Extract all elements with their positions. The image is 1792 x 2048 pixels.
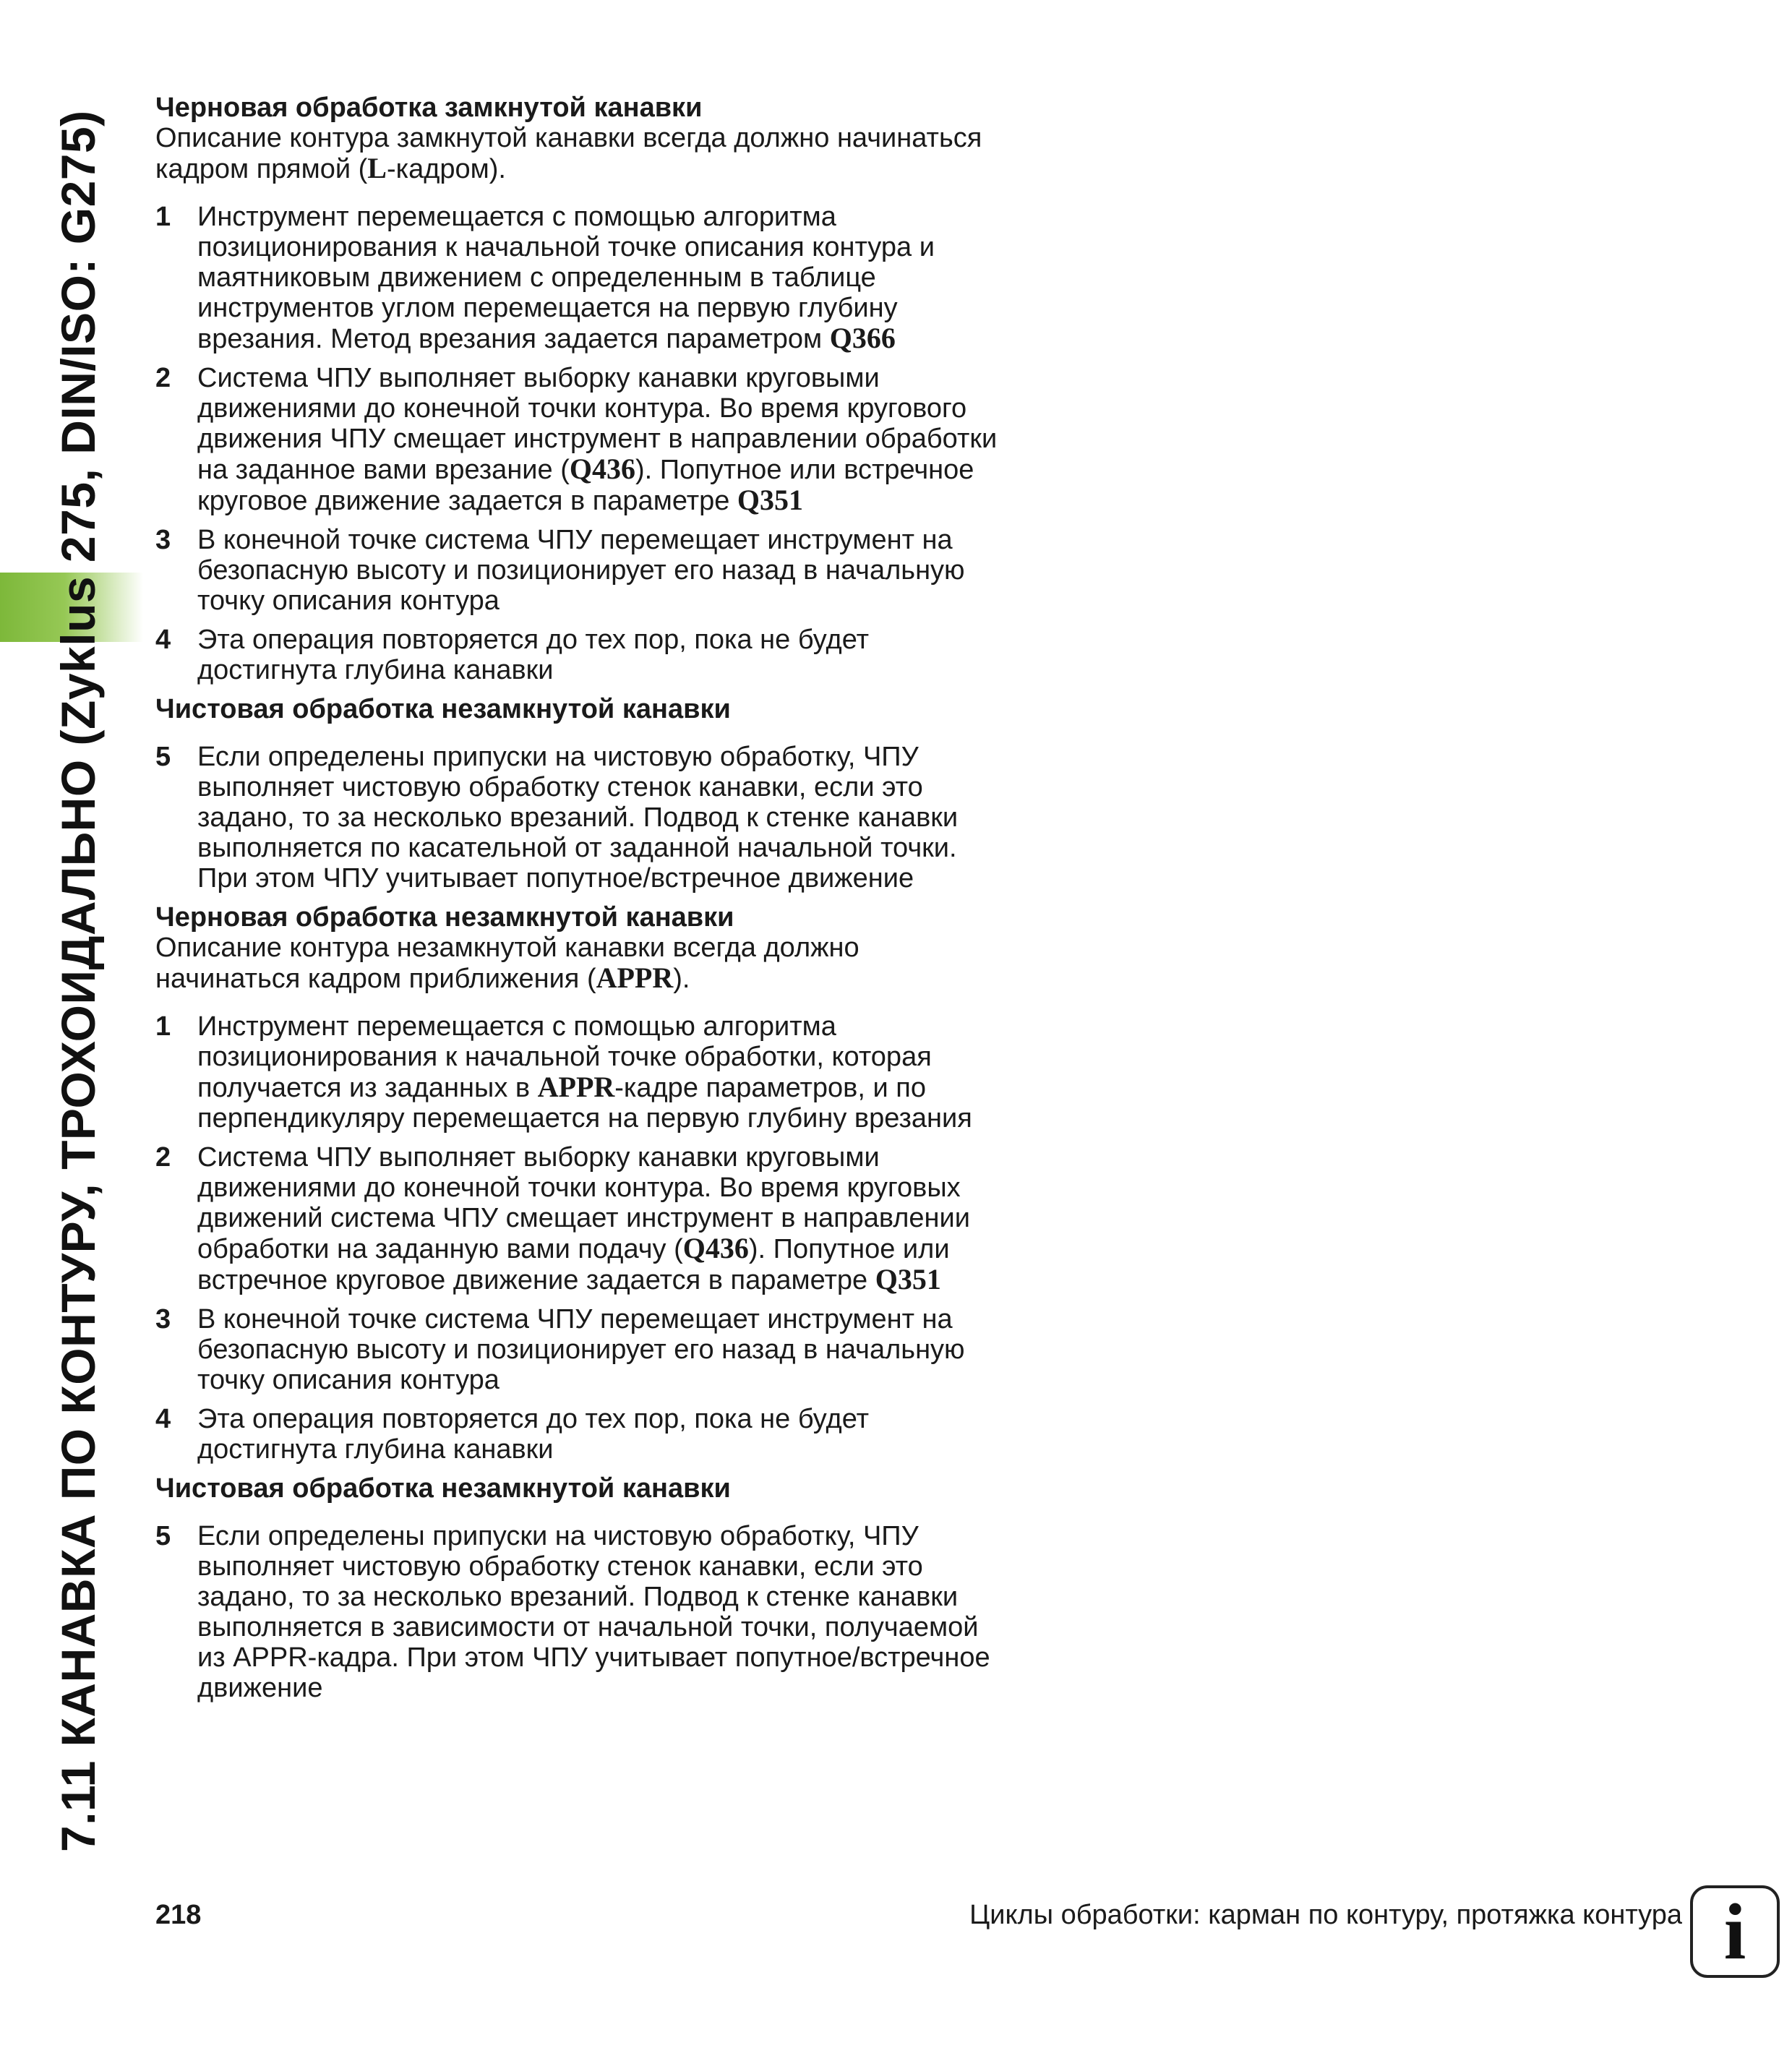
step-text: Эта операция повторяется до тех пор, пока не будет достигнута глубина канавки [197, 1404, 869, 1465]
chapter-footer-text: Циклы обработки: карман по контуру, протяжка контура [969, 1900, 1682, 1930]
list-item [155, 525, 1008, 616]
section-side-title: 7.11 КАНАВКА ПО КОНТУРУ, ТРОХОИДАЛЬНО (Zyklus 275, DIN/ISO: G275) [51, 110, 105, 1852]
section-intro: Описание контура замкнутой канавки всегда должно начинаться кадром прямой (L-кадром). [155, 123, 982, 184]
step-number: 2 [155, 1142, 171, 1173]
step-text: Инструмент перемещается с помощью алгоритма позиционирования к начальной точке описания контура и маятниковым движением с определенным в таблице инструментов углом перемещается на первую глубину врезания. Метод врезания задается параметром Q366 [197, 202, 935, 354]
step-number: 1 [155, 202, 171, 232]
step-number: 1 [155, 1011, 171, 1042]
step-list [155, 202, 1008, 685]
step-number: 3 [155, 1304, 171, 1334]
list-item [155, 1011, 1008, 1134]
step-number: 5 [155, 1521, 171, 1551]
info-icon-glyph: i [1723, 1887, 1746, 1976]
step-number: 4 [155, 1404, 171, 1434]
main-content [155, 93, 1008, 1712]
section-heading: Черновая обработка незамкнутой канавки [155, 902, 734, 933]
step-text: Эта операция повторяется до тех пор, пока не будет достигнута глубина канавки [197, 625, 869, 685]
section-heading: Чистовая обработка незамкнутой канавки [155, 1473, 731, 1504]
code-term: APPR [537, 1071, 615, 1103]
step-text: В конечной точке система ЧПУ перемещает инструмент на безопасную высоту и позиционирует его назад в начальную точку описания контура [197, 525, 965, 616]
list-item [155, 1304, 1008, 1395]
step-number: 4 [155, 625, 171, 655]
code-term: L [367, 152, 387, 184]
step-text: Система ЧПУ выполняет выборку канавки круговыми движениями до конечной точки контура. Во время кругового движения ЧПУ смещает инструмент в направлении обработки на заданное вами врезание (Q436). Попутное или встречное круговое движение задается в параметре Q351 [197, 363, 998, 516]
step-number: 3 [155, 525, 171, 555]
step-list [155, 1521, 1008, 1703]
code-term: Q436 [569, 453, 635, 485]
page-number: 218 [155, 1900, 202, 1930]
list-item [155, 363, 1008, 516]
list-item [155, 1142, 1008, 1295]
step-text: Если определены припуски на чистовую обработку, ЧПУ выполняет чистовую обработку стенок канавки, если это задано, то за несколько врезаний. Подвод к стенке канавки выполняется в зависимости от начальной точки, получаемой из APPR-кадра. При этом ЧПУ учитывает попутное/встречное движение [197, 1521, 990, 1703]
info-icon [1690, 1885, 1780, 1978]
section-heading: Черновая обработка замкнутой канавки [155, 93, 703, 123]
step-text: Если определены припуски на чистовую обработку, ЧПУ выполняет чистовую обработку стенок канавки, если это задано, то за несколько врезаний. Подвод к стенке канавки выполняется по касательной от заданной начальной точки. При этом ЧПУ учитывает попутное/встречное движение [197, 742, 959, 894]
code-term: Q351 [875, 1263, 941, 1295]
list-item [155, 202, 1008, 354]
list-item [155, 1521, 1008, 1703]
step-list [155, 1011, 1008, 1465]
list-item [155, 742, 1008, 894]
code-term: APPR [596, 961, 674, 994]
step-text: Инструмент перемещается с помощью алгоритма позиционирования к начальной точке обработки, которая получается из заданных в APPR-кадре параметров, и по перпендикуляру перемещается на первую глубину врезания [197, 1011, 972, 1134]
list-item [155, 1404, 1008, 1465]
section-heading: Чистовая обработка незамкнутой канавки [155, 694, 731, 724]
list-item [155, 625, 1008, 685]
code-term: Q436 [682, 1232, 749, 1264]
code-term: Q351 [737, 484, 804, 516]
step-number: 5 [155, 742, 171, 772]
step-list [155, 742, 1008, 894]
step-text: В конечной точке система ЧПУ перемещает инструмент на безопасную высоту и позиционирует его назад в начальную точку описания контура [197, 1304, 965, 1395]
step-number: 2 [155, 363, 171, 393]
code-term: Q366 [829, 322, 896, 354]
step-text: Система ЧПУ выполняет выборку канавки круговыми движениями до конечной точки контура. Во время круговых движений система ЧПУ смещает инструмент в направлении обработки на заданную вами подачу (Q436). Попутное или встречное круговое движение задается в параметре Q351 [197, 1142, 970, 1295]
section-intro: Описание контура незамкнутой канавки всегда должно начинаться кадром приближения (APPR). [155, 933, 859, 994]
